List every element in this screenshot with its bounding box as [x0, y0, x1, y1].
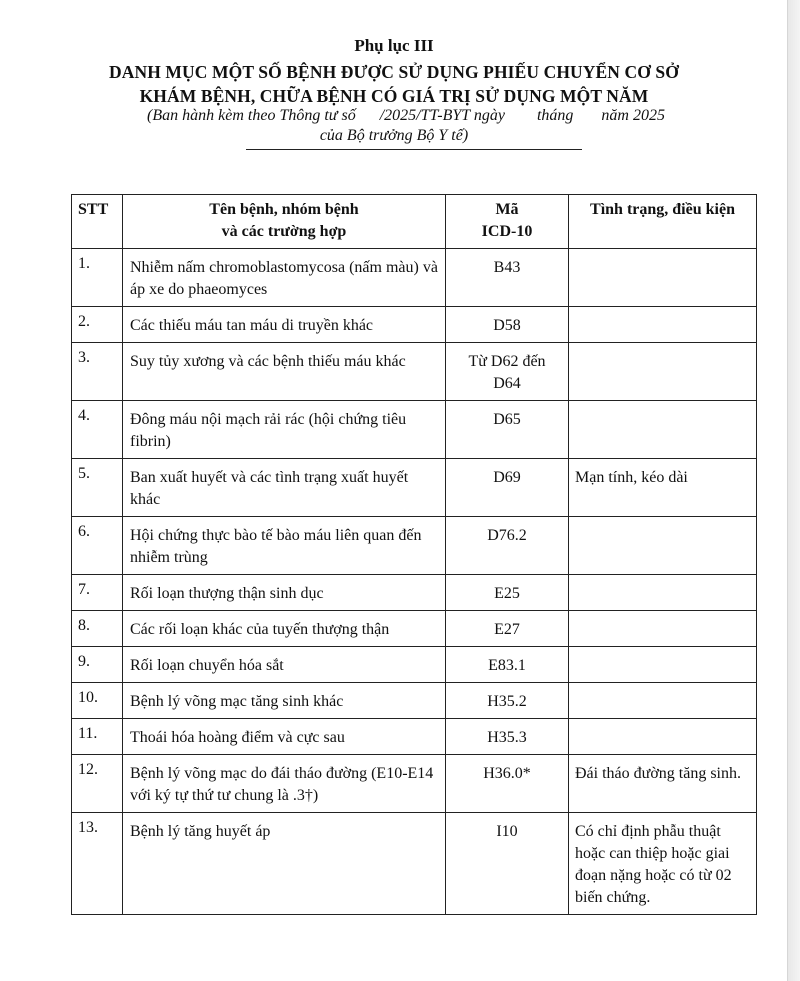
document-subtitle-line2: của Bộ trưởng Bộ Y tế) [319, 127, 469, 144]
row-stt: 10. [72, 683, 123, 719]
row-condition: Đái tháo đường tăng sinh. [569, 755, 757, 813]
row-stt: 13. [72, 813, 123, 915]
document-title-line1: DANH MỤC MỘT SỐ BỆNH ĐƯỢC SỬ DỤNG PHIẾU CHUYỂN CƠ SỞ [109, 62, 679, 82]
row-stt: 5. [72, 459, 123, 517]
table-row [72, 647, 757, 683]
row-stt: 11. [72, 719, 123, 755]
row-icd-code: E83.1 [446, 647, 569, 683]
table-row [72, 459, 757, 517]
row-condition [569, 249, 757, 307]
row-icd-code: E27 [446, 611, 569, 647]
row-condition [569, 575, 757, 611]
disease-table [71, 194, 757, 915]
row-condition [569, 401, 757, 459]
column-header-name-line2: và các trường hợp [221, 223, 347, 240]
row-icd-code: D65 [446, 401, 569, 459]
row-condition [569, 343, 757, 401]
document-subtitle-line1: (Ban hành kèm theo Thông tư số /2025/TT-BYT ngày tháng năm 2025 [147, 107, 665, 124]
row-disease-name: Nhiễm nấm chromoblastomycosa (nấm màu) và áp xe do phaeomyces [123, 249, 446, 307]
row-condition [569, 719, 757, 755]
row-icd-code: I10 [446, 813, 569, 915]
row-condition: Mạn tính, kéo dài [569, 459, 757, 517]
row-disease-name: Suy tủy xương và các bệnh thiếu máu khác [123, 343, 446, 401]
table-row [72, 307, 757, 343]
table-row [72, 401, 757, 459]
row-disease-name: Rối loạn thượng thận sinh dục [123, 575, 446, 611]
row-stt: 9. [72, 647, 123, 683]
row-stt: 3. [72, 343, 123, 401]
column-header-name-line1: Tên bệnh, nhóm bệnh [209, 201, 359, 218]
row-condition [569, 307, 757, 343]
row-icd-code: E25 [446, 575, 569, 611]
column-header-code-line2: ICD-10 [481, 223, 533, 240]
row-condition [569, 611, 757, 647]
table-row [72, 343, 757, 401]
column-header-stt: STT [72, 195, 123, 249]
row-icd-code: Từ D62 đến D64 [446, 343, 569, 401]
row-condition: Có chỉ định phẫu thuật hoặc can thiệp hoặc giai đoạn nặng hoặc có từ 02 biến chứng. [569, 813, 757, 915]
row-icd-code: D69 [446, 459, 569, 517]
row-condition [569, 683, 757, 719]
column-header-code [446, 195, 569, 249]
row-icd-code: D76.2 [446, 517, 569, 575]
row-stt: 12. [72, 755, 123, 813]
row-disease-name: Thoái hóa hoàng điểm và cực sau [123, 719, 446, 755]
row-icd-code: H36.0* [446, 755, 569, 813]
column-header-condition: Tình trạng, điều kiện [569, 195, 757, 249]
row-stt: 1. [72, 249, 123, 307]
row-condition [569, 517, 757, 575]
table-row [72, 719, 757, 755]
appendix-label: Phụ lục III [354, 36, 434, 55]
table-row [72, 813, 757, 915]
table-row [72, 683, 757, 719]
title-underline [246, 149, 582, 150]
column-header-code-line1: Mã [495, 201, 519, 218]
row-disease-name: Bệnh lý võng mạc do đái tháo đường (E10-E14 với ký tự thứ tư chung là .3†) [123, 755, 446, 813]
row-stt: 6. [72, 517, 123, 575]
row-stt: 4. [72, 401, 123, 459]
row-disease-name: Các rối loạn khác của tuyến thượng thận [123, 611, 446, 647]
row-icd-code: H35.2 [446, 683, 569, 719]
column-header-name [123, 195, 446, 249]
row-icd-code: B43 [446, 249, 569, 307]
row-disease-name: Ban xuất huyết và các tình trạng xuất huyết khác [123, 459, 446, 517]
page-edge [787, 0, 800, 981]
row-disease-name: Bệnh lý võng mạc tăng sinh khác [123, 683, 446, 719]
table-row [72, 755, 757, 813]
row-icd-code: H35.3 [446, 719, 569, 755]
table-row [72, 249, 757, 307]
row-disease-name: Các thiếu máu tan máu di truyền khác [123, 307, 446, 343]
document-title-line2: KHÁM BỆNH, CHỮA BỆNH CÓ GIÁ TRỊ SỬ DỤNG MỘT NĂM [139, 86, 649, 106]
row-disease-name: Rối loạn chuyển hóa sắt [123, 647, 446, 683]
row-stt: 7. [72, 575, 123, 611]
table-row [72, 611, 757, 647]
row-disease-name: Bệnh lý tăng huyết áp [123, 813, 446, 915]
table-row [72, 575, 757, 611]
row-condition [569, 647, 757, 683]
row-disease-name: Hội chứng thực bào tế bào máu liên quan đến nhiễm trùng [123, 517, 446, 575]
row-disease-name: Đông máu nội mạch rải rác (hội chứng tiêu fibrin) [123, 401, 446, 459]
row-stt: 8. [72, 611, 123, 647]
row-stt: 2. [72, 307, 123, 343]
row-icd-code: D58 [446, 307, 569, 343]
table-header-row [72, 195, 757, 249]
table-row [72, 517, 757, 575]
